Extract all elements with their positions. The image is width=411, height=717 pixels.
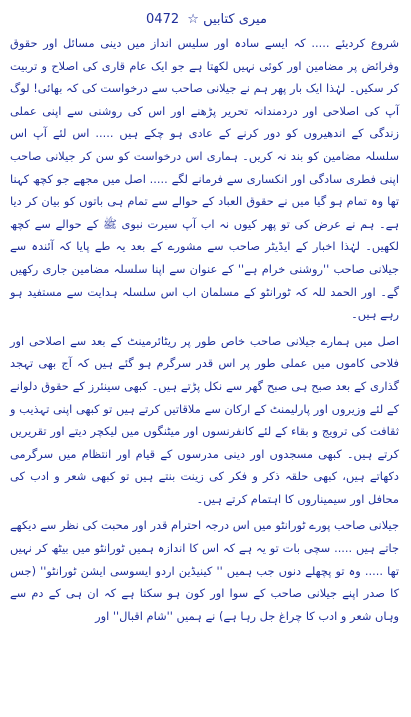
page-header bbox=[10, 10, 399, 32]
body-text bbox=[10, 32, 399, 627]
paragraph-2: اصل میں ہمارے جیلانی صاحب خاص طور پر ریٹائرمینٹ کے بعد سے اصلاحی اور فلاحی کاموں میں عملی طور پر اس قدر سرگرم ہو گئے ہیں کہ آج بھی تہجد گذاری کے بعد صبح ہی صبح گھر سے نکل پڑتے ہیں۔ کبھی سینئرز کے حقوق دلوانے کے لئے وزیروں اور پارلیمنٹ کے ارکان سے ملاقاتیں کرتے ہیں تو کبھی اپنی تہذیب و ثقافت کی ترویج و بقاء کے لئے کانفرنسوں اور میٹنگوں میں لیکچر دیتے اور تقریریں کرتے ہیں۔ کبھی مسجدوں اور دینی مدرسوں کے قیام اور انتظام میں سرگرمی دکھاتے ہیں، کبھی حلقہ ذکر و فکر کی زینت بنتے ہیں تو کبھی شعر و ادب کی محافل اور سیمیناروں کا اہتمام کرتے ہیں۔ bbox=[10, 333, 399, 506]
paragraph-3: جیلانی صاحب پورے ٹورانٹو میں اس درجہ احترام قدر اور محبت کی نظر سے دیکھے جاتے ہیں ..... سچی بات تو یہ ہے کہ اس کا اندازہ ہمیں ٹورانٹو میں بیٹھ کر نہیں تھا ..... وہ تو پچھلے دنوں جب ہمیں '' کینیڈین اردو ایسوسی ایشن ٹورانٹو'' (جس کا صدر اپنے جیلانی صاحب کے سوا اور کون ہو سکتا ہے کہ ان ہی کے دم سے وہاں شعر و ادب کا چراغ جل رہا ہے) نے ہمیں ''شام اقبال'' اور bbox=[10, 518, 399, 623]
star-icon: ☆ bbox=[187, 12, 199, 27]
book-title: میری کتابیں bbox=[203, 12, 267, 27]
paragraph-1: شروع کردیئے ..... کہ ایسے سادہ اور سلیس انداز میں دینی مسائل اور حقوق وفرائض پر مضامین اور کوئی نہیں لکھتا ہے جو ایک عام قاری کی اصلاح و تربیت کر سکیں۔ لہٰذا ایک بار پھر ہم نے جیلانی صاحب سے درخواست کی کہ بھائی! لوگ آپ کی اصلاحی اور دردمندانہ تحریر پڑھنے اور اس کی روشنی سے اپنی عملی زندگی کے اندھیروں کو دور کرنے کے عادی ہو چکے ہیں ..... اس لئے آپ اس سلسلہ مضامین کو بند نہ کریں۔ ہماری اس درخواست کو سن کر جیلانی صاحب اپنی فطری سادگی اور انکساری سے فرمانے لگے ..... اصل میں مجھے جو کچھ کہنا تھا وہ تمام ہو گیا میں نے حقوق العباد کے حوالے سے تمام ہی باتوں کو بیان کر دیا ہے۔ ہم نے عرض کی تو پھر کیوں نہ اب آپ سیرت نبوی ﷺ کے حوالے سے کچھ لکھیں۔ لہٰذا اخبار کے ایڈیٹر صاحب سے مشورے کے بعد یہ طے پایا کہ آئندہ سے جیلانی صاحب ''روشنی خرام ہے'' کے عنوان سے اپنا سلسلہ مضامین جاری رکھیں گے۔ اور الحمد للہ کہ ٹورانٹو کے مسلمان اب اس سلسلہ ہدایت سے مستفید ہو رہے ہیں۔ bbox=[10, 36, 399, 322]
page-number: 0472 bbox=[146, 12, 180, 27]
